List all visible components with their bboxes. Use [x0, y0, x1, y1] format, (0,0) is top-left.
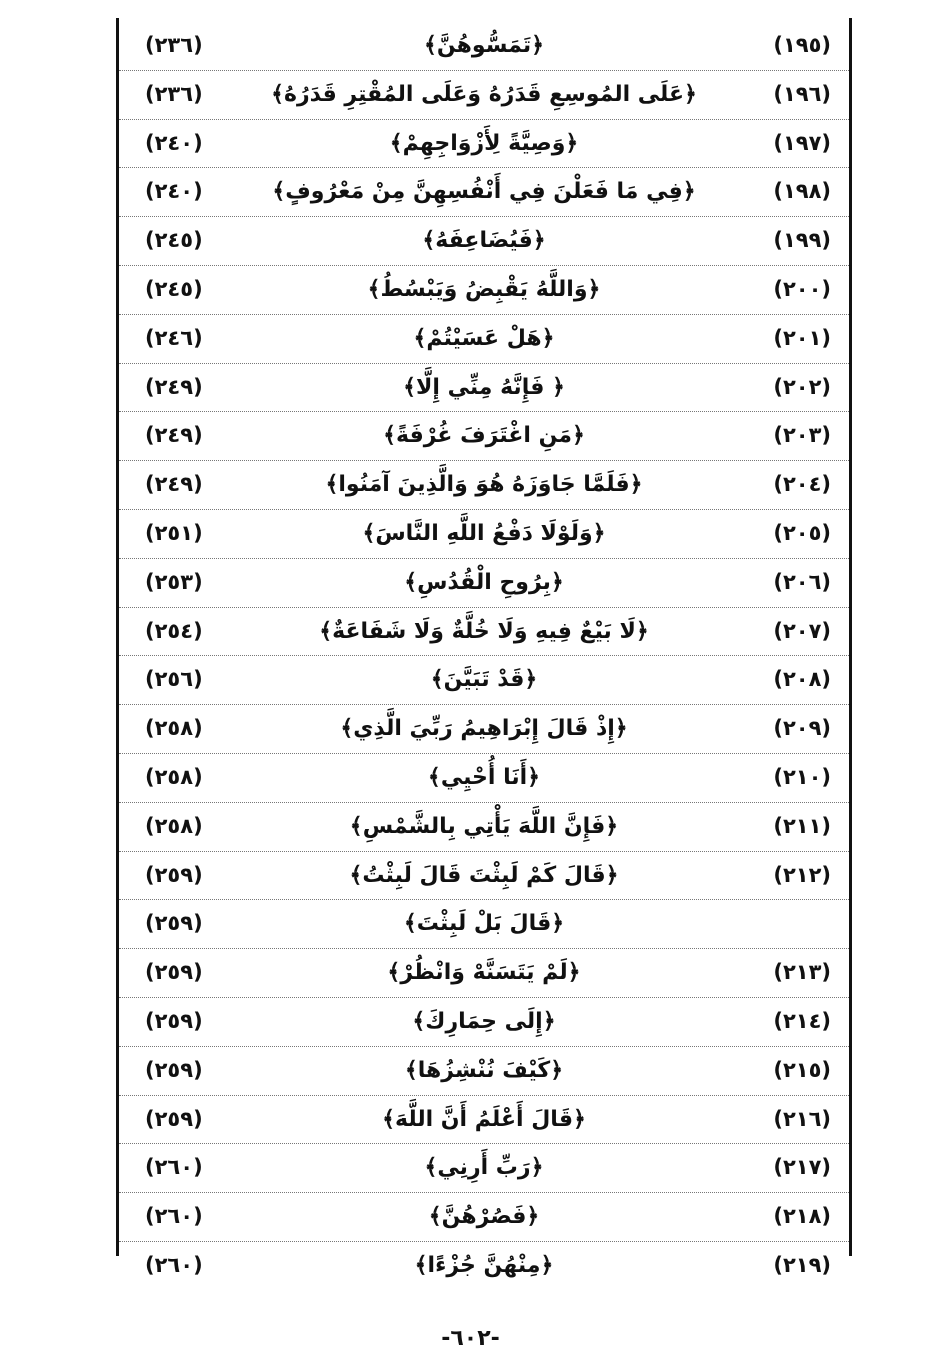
verse-text: ﴿عَلَى المُوسِعِ قَدَرُهُ وَعَلَى المُقْتِرِ قَدَرُهُ﴾ — [271, 81, 697, 107]
entry-number: (٢١٢) — [773, 862, 831, 887]
verse-text: ﴿قَدْ تَبَيَّنَ﴾ — [430, 667, 538, 693]
verse-text: ﴿قَالَ بَلْ لَبِثْتَ﴾ — [403, 911, 565, 937]
table-row — [119, 461, 849, 510]
entry-number: (١٩٥) — [773, 33, 831, 57]
entry-number: (١٩٨) — [773, 179, 831, 204]
entry-number: (٢١٩) — [773, 1252, 831, 1277]
page-reference: (٢٦٠) — [145, 1204, 203, 1229]
page-reference: (٢٣٦) — [145, 81, 203, 106]
verse-text: ﴿مَنِ اغْتَرَفَ غُرْفَةً﴾ — [383, 423, 585, 449]
table-row — [119, 754, 849, 803]
verse-text: ﴿إِلَى حِمَارِكَ﴾ — [412, 1008, 556, 1034]
verse-text: ﴿هَلْ عَسَيْتُمْ﴾ — [413, 325, 555, 351]
table-row — [119, 412, 849, 461]
table-row — [119, 998, 849, 1047]
verse-text: ﴿فَصُرْهُنَّ﴾ — [428, 1204, 540, 1230]
table-row — [119, 266, 849, 315]
table-row — [119, 1193, 849, 1242]
table-row — [119, 559, 849, 608]
page-reference: (٢٥٨) — [145, 716, 203, 741]
entry-number: (٢٠٥) — [773, 520, 831, 545]
table-row — [119, 608, 849, 657]
page-reference: (٢٤٥) — [145, 228, 203, 253]
table-row — [119, 71, 849, 120]
entry-number: (٢١٨) — [773, 1204, 831, 1229]
table-row — [119, 217, 849, 266]
verse-text: ﴿ فَإِنَّهُ مِنِّي إِلَّا﴾ — [403, 374, 565, 400]
page-reference: (٢٣٦) — [145, 33, 203, 57]
page-reference: (٢٥٤) — [145, 618, 203, 643]
page-reference: (٢٤٩) — [145, 423, 203, 448]
verse-text: ﴿مِنْهُنَّ جُزْءًا﴾ — [414, 1252, 554, 1278]
verse-text: ﴿فَإِنَّ اللَّهَ يَأْتِي بِالشَّمْسِ﴾ — [349, 813, 619, 839]
page-reference: (٢٥٨) — [145, 813, 203, 838]
page-reference: (٢٦٠) — [145, 1155, 203, 1180]
verse-text: ﴿أَنَا أُحْيِي﴾ — [427, 764, 541, 790]
entry-number — [741, 900, 831, 948]
entry-number: (٢٠٦) — [773, 569, 831, 594]
entry-number: (٢٠١) — [773, 325, 831, 350]
verse-text: ﴿تَمَسُّوهُنَّ﴾ — [423, 33, 545, 58]
entry-number: (٢٠٢) — [773, 374, 831, 399]
table-row — [119, 364, 849, 413]
entry-number: (٢٠٩) — [773, 716, 831, 741]
page-reference: (٢٤٩) — [145, 374, 203, 399]
table-row — [119, 168, 849, 217]
verse-text: ﴿وَصِيَّةً لِأَزْوَاجِهِمْ﴾ — [389, 130, 579, 156]
page-reference: (٢٤٥) — [145, 276, 203, 301]
page-reference: (٢٥٦) — [145, 667, 203, 692]
table-row — [119, 656, 849, 705]
entry-number: (٢١١) — [773, 813, 831, 838]
page-reference: (٢٥١) — [145, 520, 203, 545]
page-reference: (٢٥٩) — [145, 1106, 203, 1131]
verse-text: ﴿فَلَمَّا جَاوَزَهُ هُوَ وَالَّذِينَ آمَنُوا﴾ — [325, 472, 643, 498]
verse-text: ﴿وَاللَّهُ يَقْبِضُ وَيَبْسُطُ﴾ — [367, 276, 601, 302]
table-row — [119, 949, 849, 998]
page-reference: (٢٥٩) — [145, 960, 203, 985]
verse-text: ﴿إِذْ قَالَ إِبْرَاهِيمُ رَبِّيَ الَّذِي﴾ — [340, 716, 628, 742]
entry-number: (٢١٦) — [773, 1106, 831, 1131]
page-reference: (٢٦٠) — [145, 1252, 203, 1277]
page-number: -٦٠٢- — [441, 1326, 500, 1351]
entry-number: (٢١٥) — [773, 1057, 831, 1082]
verse-text: ﴿كَيْفَ نُنْشِزُهَا﴾ — [404, 1057, 564, 1083]
table-row — [119, 1242, 849, 1290]
entry-number: (٢١٠) — [773, 764, 831, 789]
verse-text: ﴿فَيُضَاعِفَهُ﴾ — [422, 228, 546, 254]
entry-number: (١٩٩) — [773, 228, 831, 253]
index-table-frame — [116, 18, 852, 1278]
page-reference: (٢٤٩) — [145, 472, 203, 497]
table-row — [119, 315, 849, 364]
entry-number: (٢١٣) — [773, 960, 831, 985]
verse-text: ﴿رَبِّ أَرِنِي﴾ — [424, 1155, 544, 1181]
table-row — [119, 900, 849, 949]
verse-text: ﴿قَالَ كَمْ لَبِثْتَ قَالَ لَبِثْتُ﴾ — [349, 862, 619, 888]
verse-text: ﴿وَلَوْلَا دَفْعُ اللَّهِ النَّاسَ﴾ — [362, 520, 606, 546]
verse-text: ﴿لَمْ يَتَسَنَّهْ وَانْظُرْ﴾ — [387, 960, 581, 986]
page-reference: (٢٤٦) — [145, 325, 203, 350]
verse-text: ﴿بِرُوحِ الْقُدُسِ﴾ — [404, 569, 564, 595]
verse-text: ﴿فِي مَا فَعَلْنَ فِي أَنْفُسِهِنَّ مِنْ مَعْرُوفٍ﴾ — [272, 179, 696, 205]
table-row — [119, 120, 849, 169]
page-reference: (٢٥٨) — [145, 764, 203, 789]
entry-number: (٢٠٠) — [773, 276, 831, 301]
entry-number: (٢٠٤) — [773, 472, 831, 497]
entry-number: (٢٠٧) — [773, 618, 831, 643]
table-row — [119, 1047, 849, 1096]
table-row — [119, 1096, 849, 1145]
page-reference: (٢٥٩) — [145, 1008, 203, 1033]
entry-number: (١٩٧) — [773, 130, 831, 155]
entry-number: (٢١٧) — [773, 1155, 831, 1180]
page-reference: (٢٥٩) — [145, 862, 203, 887]
entry-number: (١٩٦) — [773, 81, 831, 106]
table-row — [119, 852, 849, 901]
table-row — [119, 1144, 849, 1193]
page-reference: (٢٥٩) — [145, 1057, 203, 1082]
index-table — [119, 22, 849, 1290]
table-row — [119, 803, 849, 852]
entry-number: (٢٠٨) — [773, 667, 831, 692]
verse-text: ﴿قَالَ أَعْلَمُ أَنَّ اللَّهَ﴾ — [382, 1106, 586, 1132]
entry-number: (٢٠٣) — [773, 423, 831, 448]
page-reference: (٢٥٩) — [145, 911, 203, 936]
page-reference: (٢٤٠) — [145, 130, 203, 155]
table-row — [119, 22, 849, 71]
page-reference: (٢٥٣) — [145, 569, 203, 594]
table-row — [119, 510, 849, 559]
page-reference: (٢٤٠) — [145, 179, 203, 204]
table-row — [119, 705, 849, 754]
entry-number: (٢١٤) — [773, 1008, 831, 1033]
verse-text: ﴿لَا بَيْعٌ فِيهِ وَلَا خُلَّةٌ وَلَا شَفَاعَةٌ﴾ — [319, 618, 649, 644]
